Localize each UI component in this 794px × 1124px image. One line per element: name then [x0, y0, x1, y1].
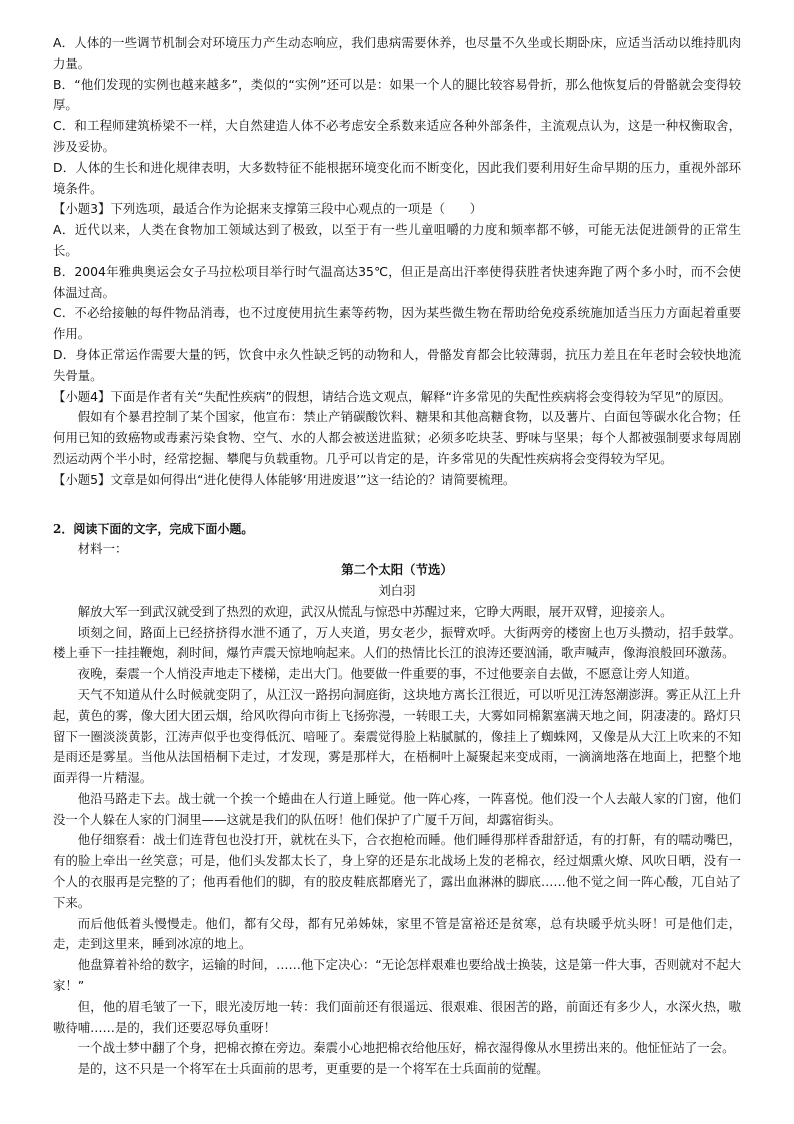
section-gap: [53, 491, 741, 519]
article-paragraph: 但，他的眉毛皱了一下，眼光凌厉地一转：我们面前还有很遥远、很艰难、很困苦的路，前面还有多少人，水深火热，嗷嗷待哺……是的，我们还要忍辱负重呀！: [53, 998, 741, 1035]
q4-hypothesis-text: 假如有个暴君控制了某个国家，他宣布：禁止产销碳酸饮料、糖果和其他高糖食物，以及薯片、白面包等碳水化合物；任何用已知的致癌物或毒素污染食物、空气、水的人都会被送进监狱；必须多吃块茎、野味与坚果；每个人都被强制要求每周剧烈运动两个半小时，经常挖掘、攀爬与负载重物。几乎可以肯定的是，许多常见的失配性疾病将会变得较为罕见。: [53, 409, 741, 466]
q5-stem: 【小题5】文章是如何得出“进化使得人体能够‘用进废退’”这一结论的？请简要梳理。: [53, 471, 516, 487]
q2-option-c: C．和工程师建筑桥梁不一样，大自然建造人体不必考虑安全系数来适应各种外部条件，主流观点认为，这是一种权衡取舍，涉及妥协。: [53, 118, 741, 154]
exam-page: [53, 33, 741, 1080]
article-paragraph: 他盘算着补给的数字，运输的时间，……他下定决心：“无论怎样艰难也要给战士换装，这是第一件大事，否则就对不起大家！”: [53, 957, 741, 994]
material-label: 材料一：: [77, 541, 128, 557]
article-author: 刘白羽: [378, 582, 416, 598]
q2-option-b: B．“他们发现的实例也越来越多”，类似的“实例”还可以是：如果一个人的腿比较容易骨折，那么他恢复后的骨骼就会变得较厚。: [53, 76, 741, 113]
article-title: 第二个太阳（节选）: [341, 562, 453, 578]
q4-stem: 【小题4】下面是作者有关“失配性疾病”的假想，请结合选文观点，解释“许多常见的失配性疾病将会变得较为罕见”的原因。: [53, 388, 731, 404]
q3-option-b: B．2004年雅典奥运会女子马拉松项目举行时气温高达35℃，但正是高出汗率使得获胜者快速奔跑了两个多小时，而不会使体温过高。: [53, 263, 741, 300]
q3-stem: 【小题3】下列选项，最适合作为论据来支撑第三段中心观点的一项是（ ）: [53, 201, 483, 217]
article-paragraph: 而后他低着头慢慢走。他们，都有父母，都有兄弟姊妹，家里不管是富裕还是贫寒，总有块暖乎炕头呀！可是他们走，走，走到这里来，睡到冰凉的地上。: [53, 915, 741, 952]
article-paragraph: 天气不知道从什么时候就变阴了，从江汉一路拐向洞庭街，这块地方离长江很近，可以听见江涛怒潮澎湃。雾正从江上升起，黄色的雾，像大团大团云烟，给风吹得向市街上飞扬弥漫，一转眼工夫，大雾如同棉絮塞满天地之间，阴凄凄的。路灯只留下一圈淡淡黄影，江涛声似乎也变得低沉、喑哑了。秦震觉得脸上粘腻腻的，像挂上了蜘蛛网，又像是从大江上吹来的不知是雨还是雾星。当他从法国梧桐下走过，才发现，雾是那样大，在梧桐叶上凝聚起来变成雨，一滴滴地落在地面上，把整个地面弄得一片精湿。: [53, 686, 741, 786]
q3-option-d: D．身体正常运作需要大量的钙，饮食中永久性缺乏钙的动物和人，骨骼发育都会比较薄弱，抗压力差且在年老时会较快地流失骨量。: [53, 346, 741, 383]
article-paragraph: 他仔细察看：战士们连背包也没打开，就枕在头下，合衣抱枪而睡。他们睡得那样香甜舒适，有的打鼾，有的嚅动嘴巴，有的脸上牵出一丝笑意；可是，他们头发都太长了，身上穿的还是东北战场上发的老棉衣，经过烟熏火燎、风吹日晒，没有一个人的衣服再是完整的了；他再看他们的脚，有的胶皮鞋底都磨光了，露出血淋淋的脚底……他不觉之间一阵心酸，兀自站了下来。: [53, 832, 741, 910]
article-paragraph: 是的，这不只是一个将军在士兵面前的思考，更重要的是一个将军在士兵面前的觉醒。: [77, 1061, 549, 1077]
article-paragraph: 夜晚，秦震一个人悄没声地走下楼梯，走出大门。他要做一件重要的事，不过他要亲自去做，不愿意让旁人知道。: [77, 666, 698, 682]
question-2-heading: 2．阅读下面的文字，完成下面小题。: [53, 521, 254, 536]
article-paragraph: 解放大军一到武汉就受到了热烈的欢迎，武汉从慌乱与惊恐中苏醒过来，它睁大两眼，展开双臂，迎接亲人。: [77, 603, 673, 619]
q3-option-a: A．近代以来，人类在食物加工领域达到了极致，以至于有一些儿童咀嚼的力度和频率都不够，可能无法促进颌骨的正常生长。: [53, 222, 741, 258]
q2-option-d: D．人体的生长和进化规律表明，大多数特征不能根据环境变化而不断变化，因此我们要利用好生命早期的压力，重视外部环境条件。: [53, 159, 741, 196]
article-paragraph: 他沿马路走下去。战士就一个挨一个蜷曲在人行道上睡觉。他一阵心疼，一阵喜悦。他们没一个人去敲人家的门窗，他们没一个人躲在人家的门洞里——这就是我们的队伍呀！他们保护了广厦千万间，却露宿街头。: [53, 790, 741, 827]
q2-option-a: A．人体的一些调节机制会对环境压力产生动态响应，我们患病需要休养，也尽量不久坐或长期卧床，应适当活动以维持肌肉力量。: [53, 35, 741, 71]
q3-option-c: C．不必给接触的每件物品消毒，也不过度使用抗生素等药物，因为某些微生物在帮助给免疫系统施加适当压力方面起着重要作用。: [53, 305, 741, 342]
article-paragraph: 顷刻之间，路面上已经挤挤得水泄不通了，万人夹道，男女老少，振臂欢呼。大街两旁的楼窗上也万头攒动，招手鼓掌。楼上垂下一挂挂鞭炮，刹时间，爆竹声震天惊地响起来。人们的热情比长江的浪涛还要汹涌，歌声喊声，像海浪般回环激荡。: [53, 624, 741, 661]
article-paragraph: 一个战士梦中翻了个身，把棉衣撩在旁边。秦震小心地把棉衣给他压好，棉衣湿得像从水里捞出来的。他怔怔站了一会。: [77, 1040, 735, 1056]
